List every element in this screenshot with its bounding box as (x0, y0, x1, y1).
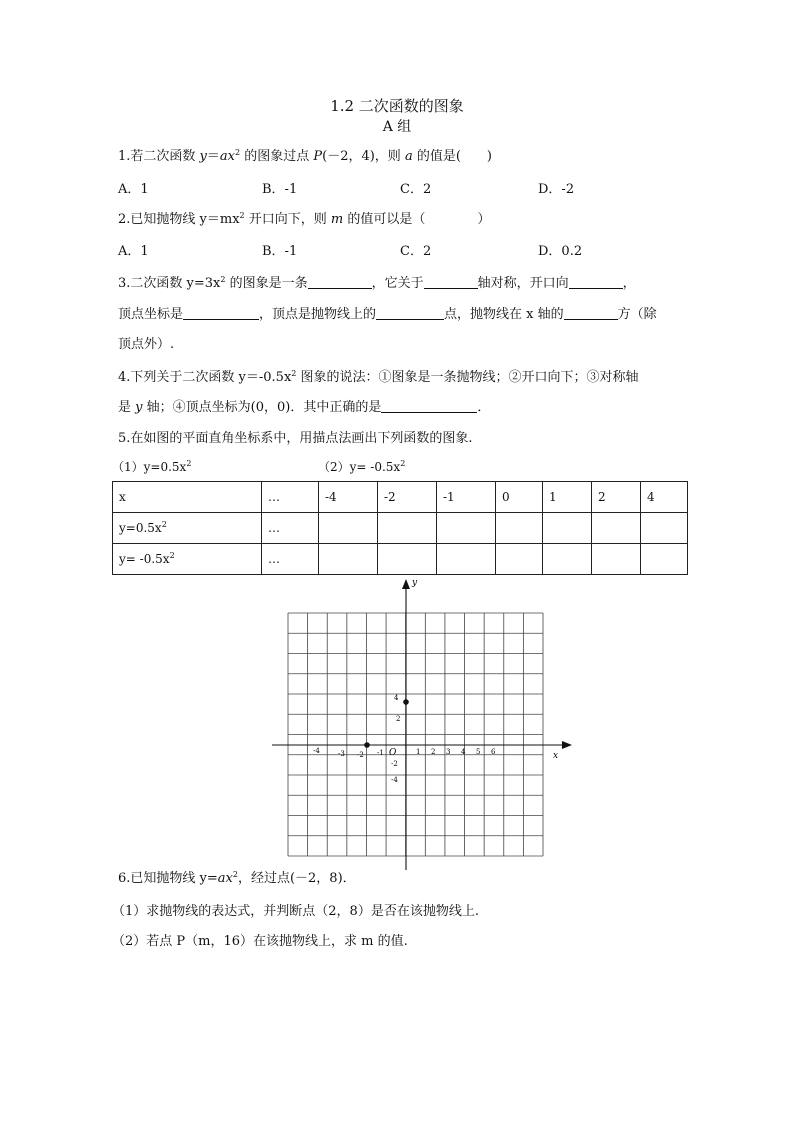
x-tick-label: 5 (476, 748, 481, 756)
page-title: 1.2 二次函数的图象 (330, 97, 464, 115)
y-tick-label: -2 (391, 760, 398, 768)
question-6: 6.已知抛物线 $y=ax^2$，经过点(－2，8)． (118, 870, 356, 886)
q6-sub-2: （2）若点 P（m，16）在该抛物线上，求 m 的值. (112, 934, 408, 949)
x-tick-label: -4 (313, 747, 320, 755)
table-cell: -1 (437, 482, 496, 513)
question-4-line-2: 是 y 轴；④顶点坐标为(0，0)．其中正确的是 ． (118, 400, 491, 415)
origin-label: O (389, 748, 397, 758)
q5-sub-1: $(1)y=0.5x^2$ (112, 459, 192, 474)
group-label: A 组 (382, 119, 412, 135)
table-cell: … (262, 513, 319, 544)
x-tick-label: 4 (461, 748, 466, 756)
y-tick-label: -4 (391, 776, 398, 784)
x-tick-label: 3 (446, 748, 451, 756)
question-3-line-1: 3.二次函数 $y=3x^2$ 的图象是一条 ，它关于 轴对称，开口向 ， (118, 275, 636, 291)
question-4-line-1: 4.下列关于二次函数 $y=-0.5x^2$ 图象的说法：①图象是一条抛物线；②开口向下；③对称轴 (118, 369, 639, 385)
x-tick-label: 6 (491, 748, 496, 756)
question-3-line-2: 顶点坐标是 ，顶点是抛物线上的 点，抛物线在 x 轴的 方（除 (118, 307, 657, 322)
q2-option-d: D．0.2 (538, 244, 583, 259)
table-cell: 0 (496, 482, 543, 513)
table-cell: … (262, 544, 319, 575)
x-tick-label: 2 (431, 748, 436, 756)
q1-option-d: D．-2 (538, 182, 575, 197)
table-cell: 4 (641, 482, 688, 513)
table-cell: -4 (319, 482, 378, 513)
q2-option-b: B．-1 (262, 244, 298, 259)
q1-option-c: C．2 (400, 182, 432, 197)
x-axis-arrow-icon (562, 741, 572, 749)
table-row-label: $y= -0.5x^2$ (113, 544, 262, 575)
q2-option-a: A．1 (118, 244, 149, 259)
x-tick-label: -1 (377, 749, 384, 757)
x-tick-label: -3 (338, 750, 345, 758)
question-1: 1.若二次函数 $y=ax^2$ 的图象过点 P(－2，4)，则 a 的值是( ) (118, 148, 492, 164)
y-tick-label: 2 (396, 715, 401, 723)
q1-option-a: A．1 (118, 182, 149, 197)
y-axis-arrow-icon (402, 579, 410, 589)
x-axis-label: x (553, 751, 559, 761)
table-row-label: $y=0.5x^2$ (113, 513, 262, 544)
question-5: 5.在如图的平面直角坐标系中，用描点法画出下列函数的图象. (118, 431, 473, 446)
plotted-point (364, 742, 370, 748)
q5-sub-2: $(2)y= -0.5x^2$ (318, 459, 406, 474)
q6-sub-1: （1）求抛物线的表达式，并判断点（2，8）是否在该抛物线上. (112, 904, 479, 919)
plotted-point (403, 699, 409, 705)
question-3-line-3: 顶点外）. (118, 337, 175, 352)
question-2: 2.已知抛物线 $y=mx^2$ 开口向下，则 m 的值可以是（ ） (118, 211, 491, 227)
x-tick-label: 1 (416, 748, 421, 756)
table-cell: 2 (592, 482, 641, 513)
q2-option-c: C．2 (400, 244, 432, 259)
table-cell: 1 (543, 482, 592, 513)
q1-option-b: B．-1 (262, 182, 298, 197)
x-tick-label: -2 (357, 751, 364, 759)
table-cell: -2 (378, 482, 437, 513)
y-axis-label: y (412, 578, 418, 588)
table-cell: … (262, 482, 319, 513)
y-tick-label: 4 (394, 694, 399, 702)
table-cell: x (113, 482, 262, 513)
